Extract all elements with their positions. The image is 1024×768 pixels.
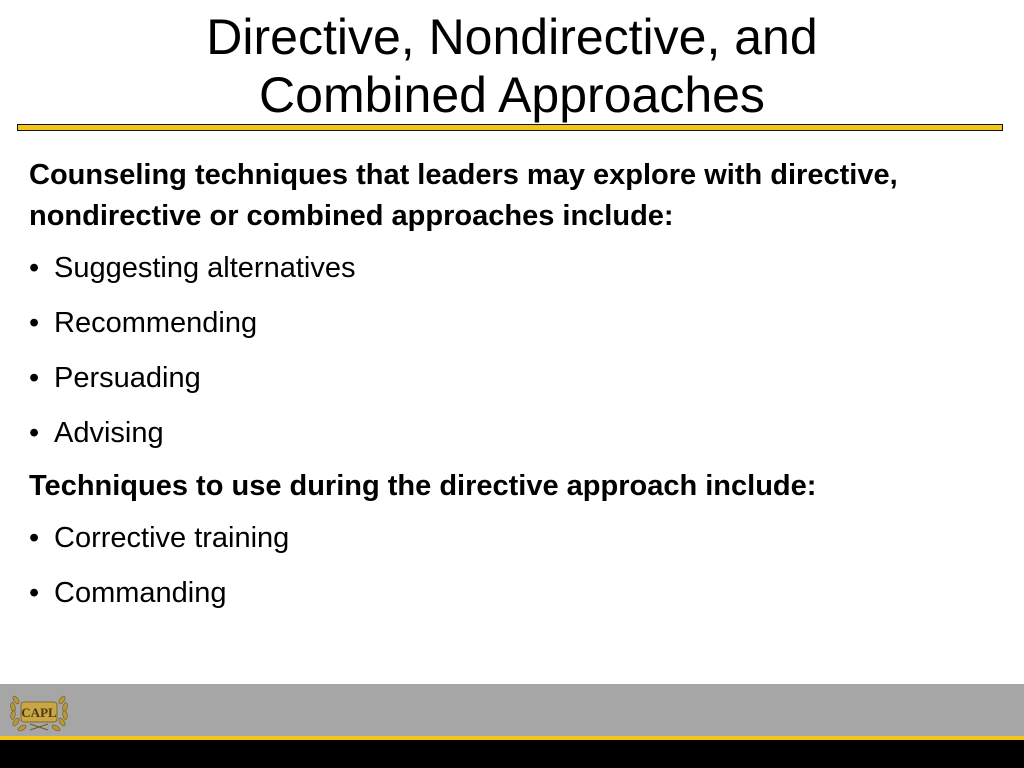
bullet-icon: •: [29, 362, 40, 394]
list-item-text: Commanding: [54, 577, 227, 609]
bullet-icon: •: [29, 307, 40, 339]
list-item-text: Corrective training: [54, 522, 290, 554]
bullet-icon: •: [29, 417, 40, 449]
slide-body: [29, 155, 989, 629]
list-item: [29, 414, 989, 452]
list-item: [29, 574, 989, 612]
bullet-icon: •: [29, 577, 40, 609]
list-item: [29, 519, 989, 557]
bullet-icon: •: [29, 522, 40, 554]
directive-heading: Techniques to use during the directive approach include:: [29, 470, 817, 502]
laurel-wreath-emblem-icon: [8, 686, 70, 736]
bullet-icon: •: [29, 252, 40, 284]
title-underline-rule: [17, 124, 1003, 131]
list-item: [29, 304, 989, 342]
list-item-text: Advising: [54, 417, 164, 449]
directive-bullet-list: [29, 519, 989, 612]
slide-title-line-2: Combined Approaches: [259, 67, 765, 123]
list-item-text: Recommending: [54, 307, 258, 339]
list-item: [29, 249, 989, 287]
slide-title: [0, 8, 1024, 124]
list-item-text: Suggesting alternatives: [54, 252, 356, 284]
list-item-text: Persuading: [54, 362, 201, 394]
logo-text: CAPL: [21, 705, 57, 720]
intro-heading: Counseling techniques that leaders may explore with directive, nondirective or combined approaches include:: [29, 159, 898, 232]
slide-title-line-1: Directive, Nondirective, and: [206, 9, 818, 65]
intro-bullet-list: [29, 249, 989, 452]
footer-gray-band: [0, 684, 1024, 736]
footer-black-band: [0, 740, 1024, 768]
list-item: [29, 359, 989, 397]
